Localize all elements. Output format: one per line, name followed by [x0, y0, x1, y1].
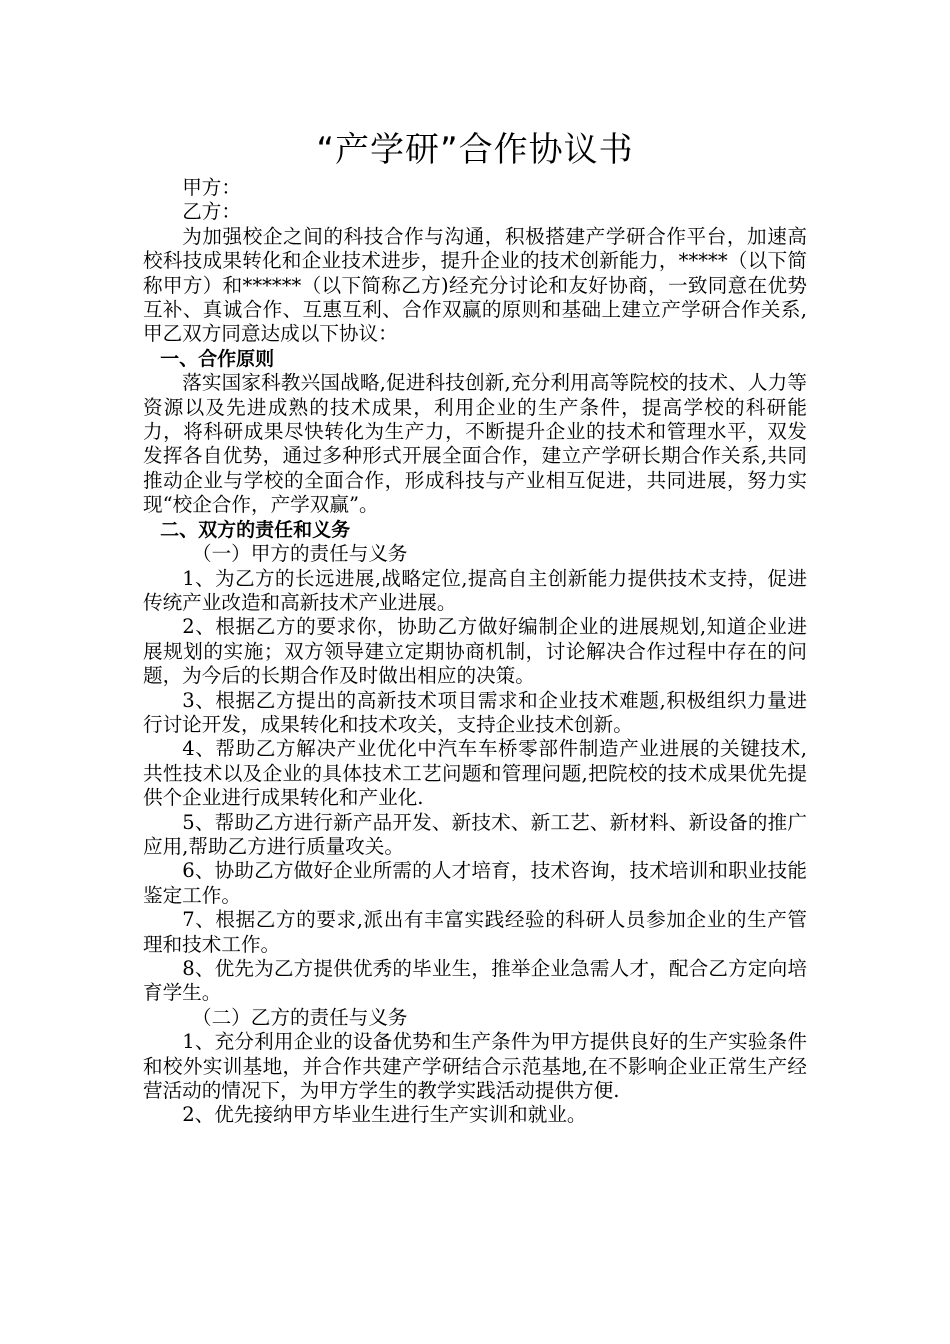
subsection-a-item: 3、根据乙方提出的高新技术项目需求和企业技术难题,积极组织力量进行讨论开发，成果转化和技术攻关，支持企业技术创新。: [143, 688, 807, 736]
section-1-paragraph: 落实国家科教兴国战略,促进科技创新,充分利用高等院校的技术、人力等资源以及先进成熟的技术成果，利用企业的生产条件，提高学校的科研能力，将科研成果尽快转化为生产力，不断提升企业的技术和管理水平，双发发挥各自优势，通过多种形式开展全面合作，建立产学研长期合作关系,共同推动企业与学校的全面合作，形成科技与产业相互促进，共同进展，努力实现“校企合作，产学双赢”。: [143, 371, 807, 517]
document-body: [143, 176, 807, 1128]
subsection-a-item: 4、帮助乙方解决产业优化中汽车车桥零部件制造产业进展的关键技术,共性技术以及企业的具体技术工艺问题和管理问题,把院校的技术成果优先提供个企业进行成果转化和产业化.: [143, 737, 807, 810]
subsection-b-heading: （二）乙方的责任与义务: [192, 1005, 408, 1029]
subsection-b-item: 2、优先接纳甲方毕业生进行生产实训和就业。: [182, 1103, 587, 1127]
subsection-a-item: 2、根据乙方的要求你，协助乙方做好编制企业的进展规划,知道企业进展规划的实施；双方领导建立定期协商机制，讨论解决合作过程中存在的问题，为今后的长期合作及时做出相应的决策。: [143, 615, 807, 688]
party-b-line: 乙方：: [182, 200, 241, 224]
subsection-a-heading: （一）甲方的责任与义务: [192, 542, 408, 566]
document-title: “产学研”合作协议书: [316, 130, 634, 170]
section-1-heading: 一、合作原则: [160, 347, 275, 370]
subsection-a-item: 6、协助乙方做好企业所需的人才培育，技术咨询，技术培训和职业技能鉴定工作。: [143, 859, 807, 907]
section-2-heading: 二、双方的责任和义务: [160, 518, 351, 541]
subsection-a-item: 5、帮助乙方进行新产品开发、新技术、新工艺、新材料、新设备的推广应用,帮助乙方进行质量攻关。: [143, 810, 807, 858]
subsection-a-item: 7、根据乙方的要求,派出有丰富实践经验的科研人员参加企业的生产管理和技术工作。: [143, 908, 807, 956]
subsection-b-item: 1、充分利用企业的设备优势和生产条件为甲方提供良好的生产实验条件和校外实训基地，并合作共建产学研结合示范基地,在不影响企业正常生产经营活动的情况下，为甲方学生的教学实践活动提供方便.: [143, 1030, 807, 1103]
party-a-line: 甲方：: [182, 176, 241, 199]
subsection-a-item: 8、优先为乙方提供优秀的毕业生，推举企业急需人才，配合乙方定向培育学生。: [143, 957, 807, 1005]
subsection-a-item: 1、为乙方的长远进展,战略定位,提高自主创新能力提供技术支持，促进传统产业改造和高新技术产业进展。: [143, 566, 807, 614]
intro-paragraph: 为加强校企之间的科技合作与沟通，积极搭建产学研合作平台，加速高校科技成果转化和企业技术进步，提升企业的技术创新能力，*****（以下简称甲方）和******（以下简称乙方)经充分讨论和友好协商，一致同意在优势互补、真诚合作、互惠互利、合作双赢的原则和基础上建立产学研合作关系,甲乙双方同意达成以下协议：: [143, 224, 807, 346]
